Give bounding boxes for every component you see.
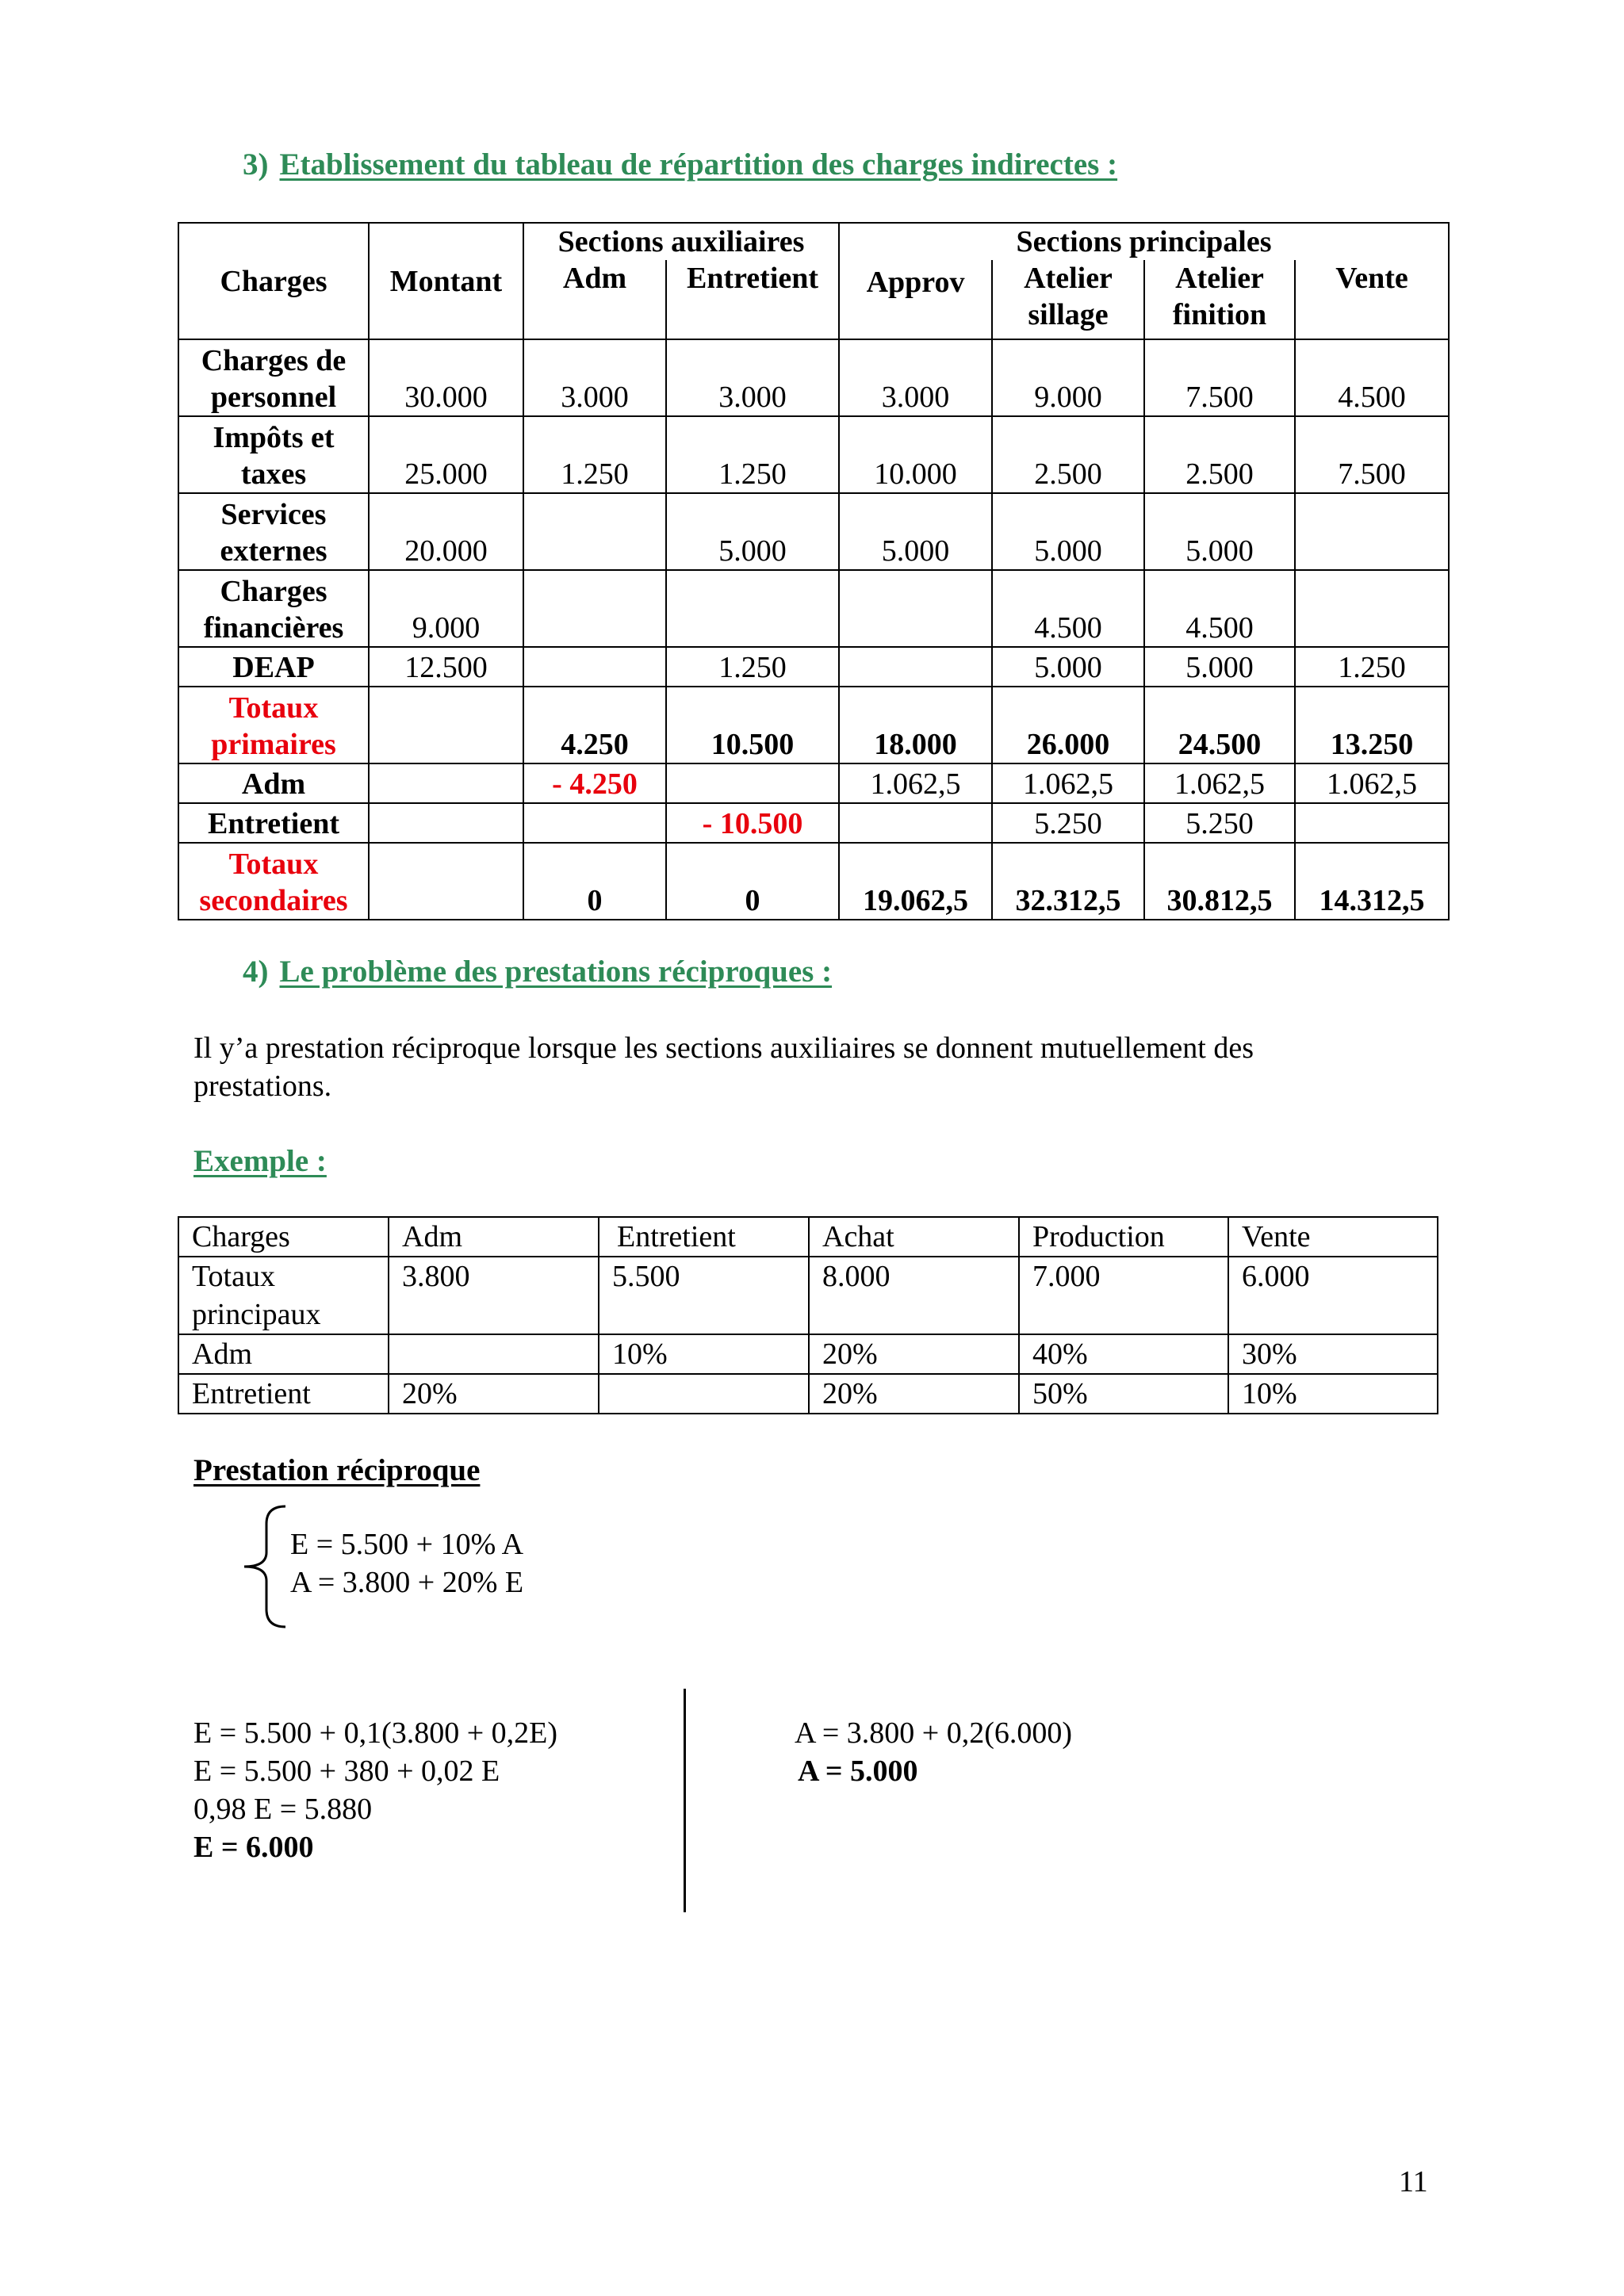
cell-entretient [666,763,839,803]
example-cell [389,1334,599,1374]
cell-montant [369,843,523,920]
definition-line-1: Il y’a prestation réciproque lorsque les sections auxiliaires se donnent mutuellement des [193,1031,1254,1065]
row-label-line: Adm [241,767,306,801]
cell-approv: 18.000 [839,687,992,763]
left-calculation [193,1714,557,1866]
row-label-line: Charges [220,575,327,608]
example-cell-line: principaux [192,1298,321,1331]
page-number: 11 [1399,2165,1428,2198]
calc-a-line-1: A = 3.800 + 0,2(6.000) [795,1716,1073,1750]
example-cell: 7.000 [1019,1257,1228,1334]
section-4-title: Le problème des prestations réciproques : [279,955,833,989]
cell-atelier-sillage: 2.500 [992,416,1144,493]
row-label [178,803,369,843]
table-row [178,687,1449,763]
cell-atelier-finition: 7.500 [1144,339,1295,416]
example-cell-line: Totaux [192,1260,275,1293]
row-label [178,647,369,687]
example-header-cell: Achat [809,1217,1019,1257]
left-brace-icon [238,1503,293,1630]
cell-vente: 7.500 [1295,416,1449,493]
example-cell: 5.500 [599,1257,809,1334]
section-4-number: 4) [243,955,269,989]
cell-montant: 9.000 [369,570,523,647]
row-label [178,493,369,570]
example-cell [178,1334,389,1374]
cell-atelier-finition: 5.000 [1144,493,1295,570]
cell-montant: 20.000 [369,493,523,570]
example-cell: 20% [389,1374,599,1414]
table-row [178,647,1449,687]
example-header-cell: Adm [389,1217,599,1257]
cell-vente [1295,803,1449,843]
cell-adm [523,493,666,570]
example-cell: 40% [1019,1334,1228,1374]
example-table [178,1216,1438,1414]
example-cell: 8.000 [809,1257,1019,1334]
system-equation-a: A = 3.800 + 20% E [290,1566,524,1599]
cell-vente: 13.250 [1295,687,1449,763]
example-cell: 20% [809,1334,1019,1374]
row-label-line: Entretient [207,807,340,840]
header-adm: Adm [523,260,666,339]
row-label-line: Totaux [228,848,319,881]
example-cell: 10% [599,1334,809,1374]
section-3-number: 3) [243,147,269,182]
calc-e-line-1: E = 5.500 + 0,1(3.800 + 0,2E) [193,1716,558,1750]
example-cell: 6.000 [1228,1257,1438,1334]
cell-entretient: 0 [666,843,839,920]
row-label-line: secondaires [199,884,348,917]
definition-paragraph [193,1029,1254,1105]
header-sections-principales: Sections principales [839,223,1449,260]
calc-e-line-3: 0,98 E = 5.880 [193,1793,373,1826]
example-table-body [178,1257,1438,1414]
cell-approv [839,570,992,647]
cell-montant [369,803,523,843]
cell-entretient [666,570,839,647]
cell-approv [839,803,992,843]
row-label-line: Impôts et [213,421,335,454]
cell-atelier-finition: 5.250 [1144,803,1295,843]
example-table-row [178,1334,1438,1374]
cell-atelier-finition: 24.500 [1144,687,1295,763]
table-row [178,416,1449,493]
cell-atelier-finition: 1.062,5 [1144,763,1295,803]
example-header-cell: Vente [1228,1217,1438,1257]
row-label [178,687,369,763]
table-row [178,493,1449,570]
cell-montant: 12.500 [369,647,523,687]
row-label [178,843,369,920]
equation-system [290,1525,523,1601]
header-atelier-finition [1144,260,1295,339]
header-charges: Charges [178,223,369,339]
section-3-heading [243,147,1117,182]
table-row [178,339,1449,416]
table-header-row-1 [178,223,1449,260]
cell-adm: 3.000 [523,339,666,416]
example-cell: 50% [1019,1374,1228,1414]
header-atelier-sillage-line1: Atelier [1024,262,1113,295]
cell-atelier-sillage: 32.312,5 [992,843,1144,920]
example-cell: 3.800 [389,1257,599,1334]
system-equation-e: E = 5.500 + 10% A [290,1528,524,1561]
example-cell: 20% [809,1374,1019,1414]
cell-adm: - 4.250 [523,763,666,803]
distribution-table-body [178,339,1449,920]
cell-adm [523,570,666,647]
row-label-line: taxes [240,457,307,491]
cell-adm: 0 [523,843,666,920]
table-row [178,803,1449,843]
calc-a-result: A = 5.000 [798,1755,918,1788]
row-label-line: Totaux [228,691,319,725]
row-label-line: primaires [211,728,336,761]
cell-vente [1295,570,1449,647]
cell-adm: 1.250 [523,416,666,493]
cell-approv: 5.000 [839,493,992,570]
cell-atelier-sillage: 5.000 [992,647,1144,687]
cell-entretient: - 10.500 [666,803,839,843]
cell-approv: 1.062,5 [839,763,992,803]
example-header-cell: Production [1019,1217,1228,1257]
cell-vente: 4.500 [1295,339,1449,416]
calc-e-line-2: E = 5.500 + 380 + 0,02 E [193,1755,500,1788]
header-montant: Montant [369,223,523,339]
example-table-row [178,1257,1438,1334]
table-row [178,843,1449,920]
cell-montant: 30.000 [369,339,523,416]
cell-approv: 3.000 [839,339,992,416]
cell-entretient: 5.000 [666,493,839,570]
definition-line-2: prestations. [193,1070,332,1103]
cell-entretient: 1.250 [666,416,839,493]
cell-adm: 4.250 [523,687,666,763]
cell-approv: 19.062,5 [839,843,992,920]
cell-montant: 25.000 [369,416,523,493]
cell-entretient: 3.000 [666,339,839,416]
example-cell: 10% [1228,1374,1438,1414]
row-label-line: Services [220,498,327,531]
cell-atelier-finition: 5.000 [1144,647,1295,687]
header-vente: Vente [1295,260,1449,339]
cell-vente: 1.250 [1295,647,1449,687]
cell-vente: 14.312,5 [1295,843,1449,920]
cell-atelier-sillage: 5.250 [992,803,1144,843]
right-calculation [795,1714,1072,1790]
calc-e-result: E = 6.000 [193,1831,314,1864]
section-3-title: Etablissement du tableau de répartition des charges indirectes : [279,147,1118,182]
example-header-cell: Charges [178,1217,389,1257]
header-sections-auxiliaires: Sections auxiliaires [523,223,839,260]
cell-atelier-finition: 30.812,5 [1144,843,1295,920]
cell-approv [839,647,992,687]
cell-approv: 10.000 [839,416,992,493]
distribution-table [178,222,1450,920]
example-cell: 30% [1228,1334,1438,1374]
row-label-line: personnel [210,381,337,414]
prestation-reciproque-title: Prestation réciproque [193,1453,481,1487]
cell-montant [369,687,523,763]
cell-atelier-sillage: 5.000 [992,493,1144,570]
row-label [178,763,369,803]
cell-atelier-sillage: 4.500 [992,570,1144,647]
row-label-line: financières [203,611,344,645]
example-table-row [178,1374,1438,1414]
row-label-line: Charges de [201,344,347,377]
exemple-label: Exemple : [193,1144,327,1178]
cell-atelier-sillage: 1.062,5 [992,763,1144,803]
row-label [178,570,369,647]
cell-entretient: 10.500 [666,687,839,763]
row-label [178,416,369,493]
example-cell [178,1257,389,1334]
example-table-header [178,1217,1438,1257]
section-4-heading [243,954,832,989]
header-entretient: Entretient [666,260,839,339]
example-cell-line: Adm [192,1337,252,1371]
header-atelier-sillage [992,260,1144,339]
row-label [178,339,369,416]
example-cell-line: Entretient [192,1377,311,1410]
row-label-line: externes [220,534,327,568]
example-header-cell: Entretient [599,1217,809,1257]
cell-atelier-finition: 4.500 [1144,570,1295,647]
row-label-line: DEAP [232,651,315,684]
header-approv: Approv [839,260,992,339]
cell-entretient: 1.250 [666,647,839,687]
header-atelier-finition-line1: Atelier [1175,262,1264,295]
header-atelier-sillage-line2: sillage [1028,298,1109,331]
cell-adm [523,803,666,843]
cell-montant [369,763,523,803]
example-cell [178,1374,389,1414]
calculation-divider [684,1689,686,1912]
cell-vente [1295,493,1449,570]
cell-vente: 1.062,5 [1295,763,1449,803]
header-atelier-finition-line2: finition [1172,298,1267,331]
cell-atelier-sillage: 26.000 [992,687,1144,763]
cell-atelier-sillage: 9.000 [992,339,1144,416]
example-cell [599,1374,809,1414]
cell-atelier-finition: 2.500 [1144,416,1295,493]
table-row [178,570,1449,647]
cell-adm [523,647,666,687]
table-row [178,763,1449,803]
